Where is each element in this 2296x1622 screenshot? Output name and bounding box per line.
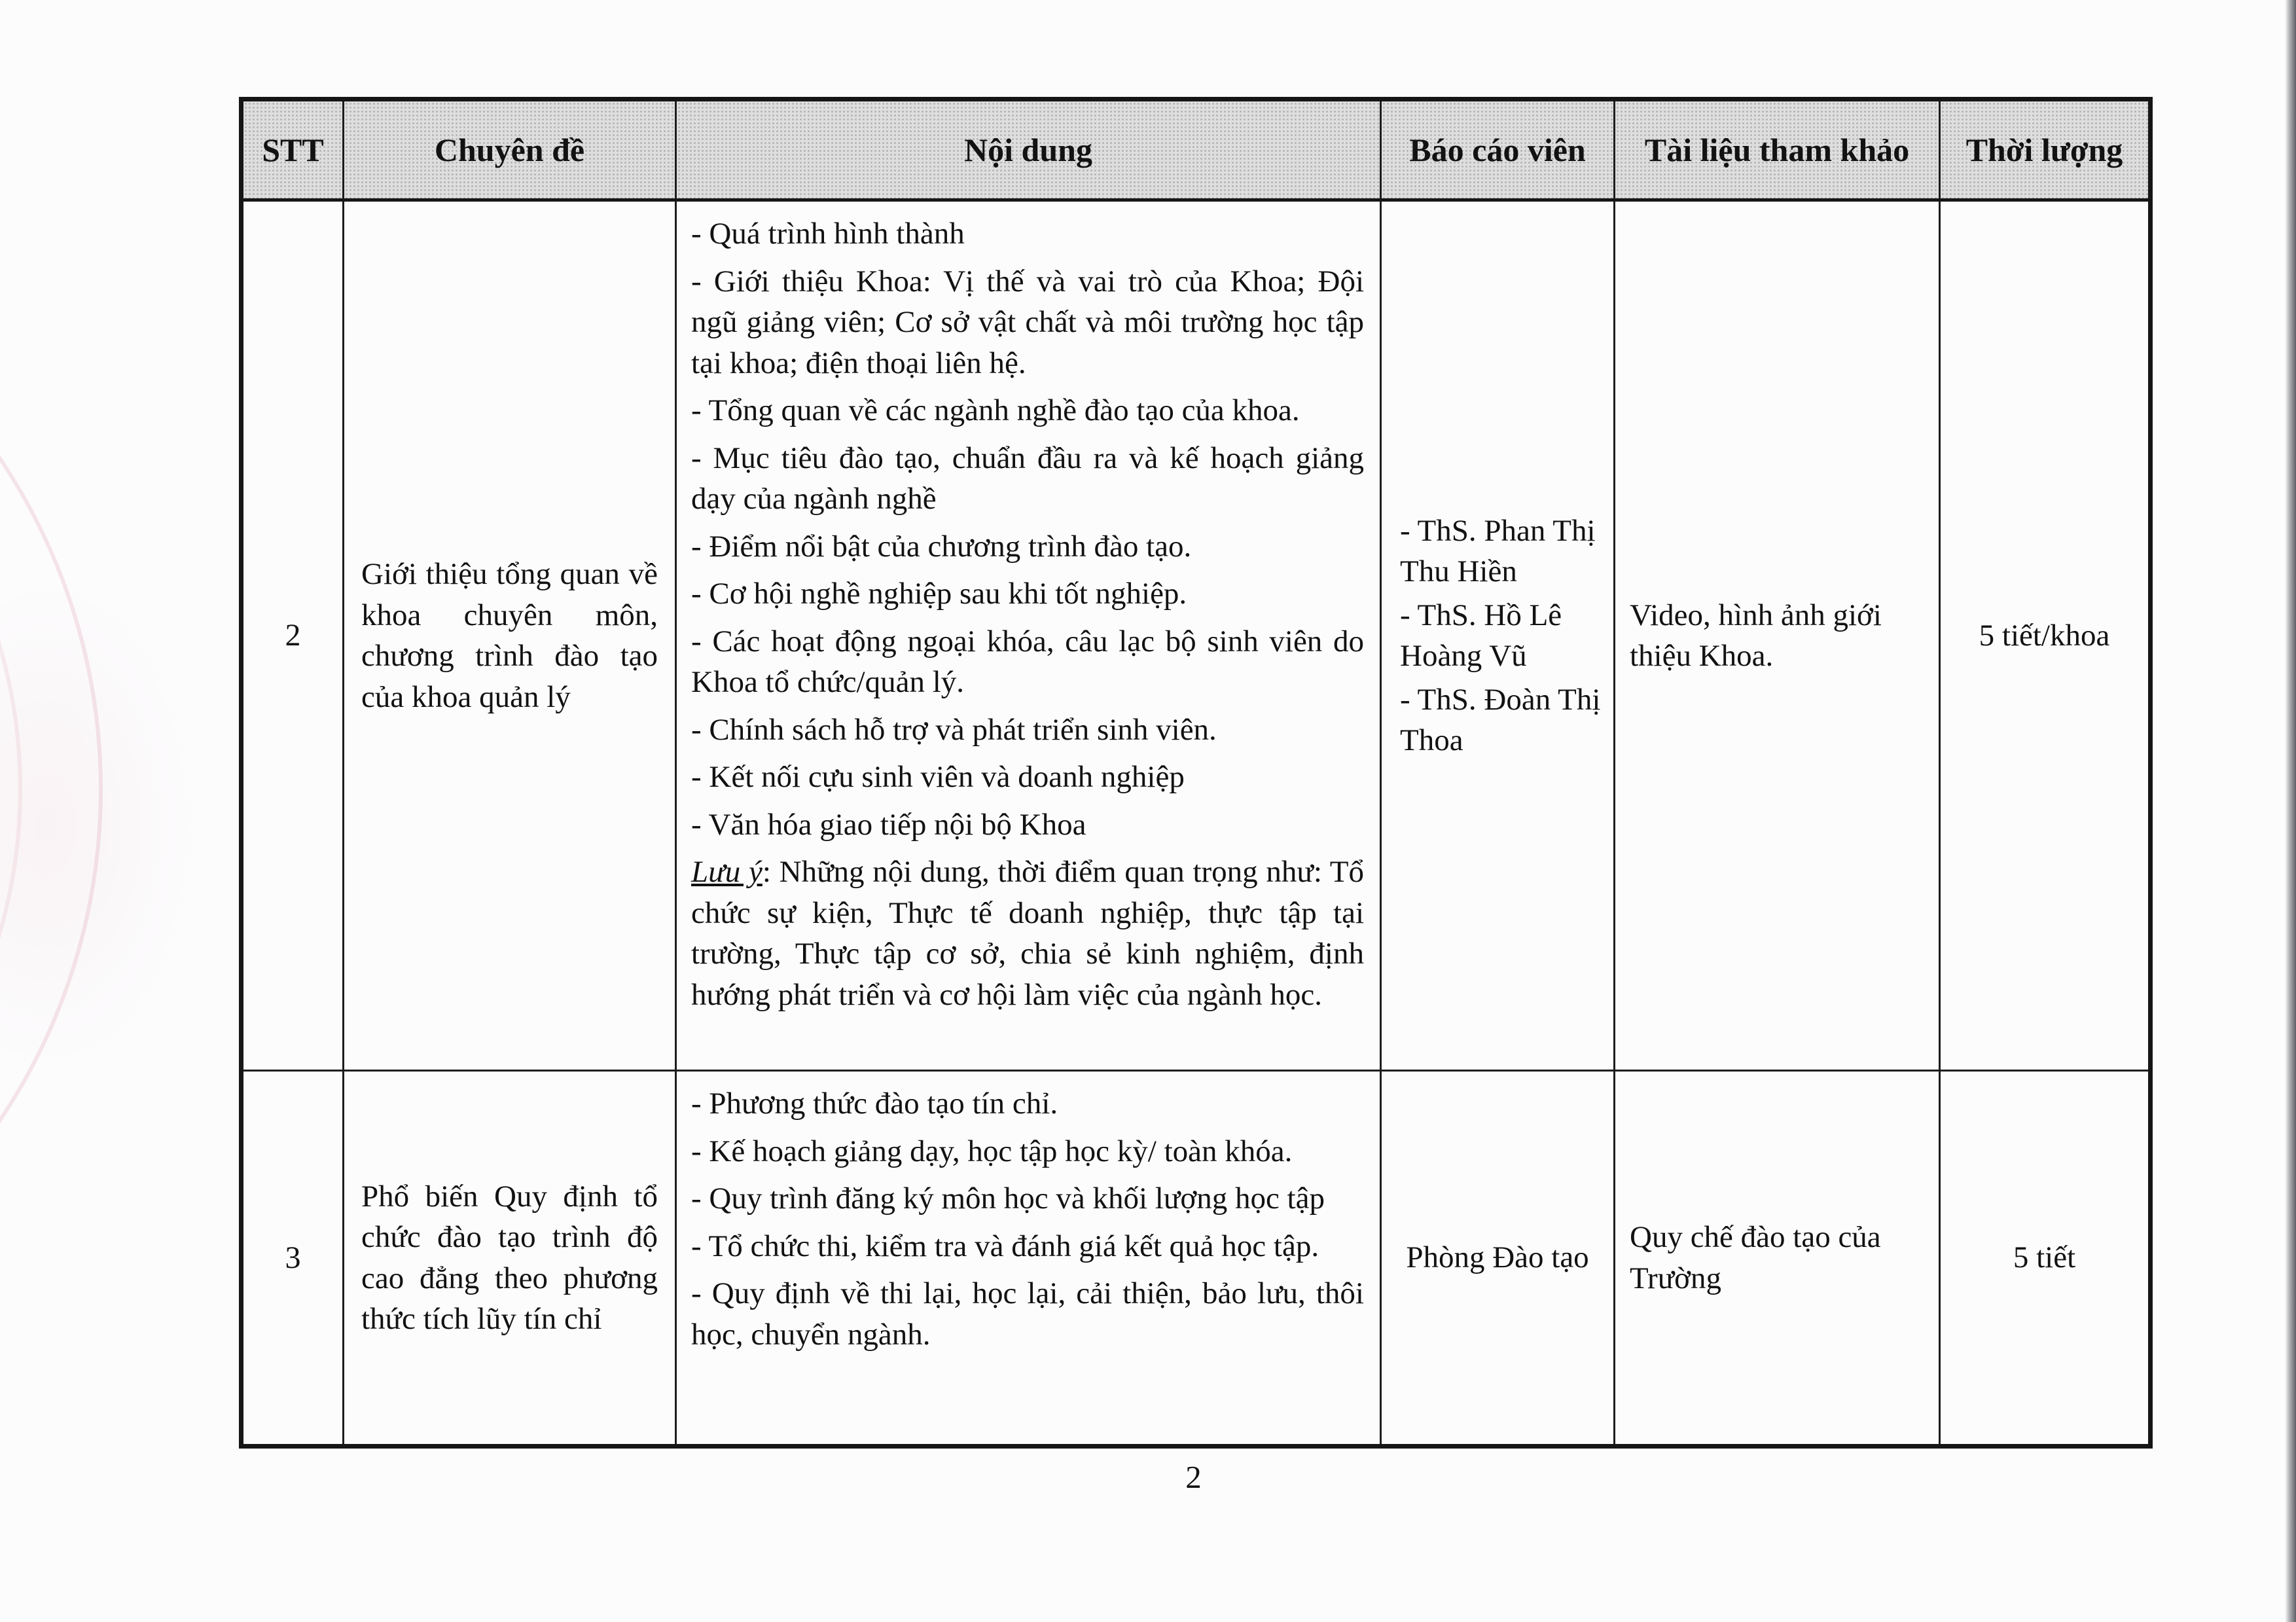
content-list — [691, 1083, 1364, 1355]
list-item: - Điểm nổi bật của chương trình đào tạo. — [691, 529, 1192, 564]
topic-text: Phổ biến Quy định tổ chức đào tạo trình độ cao đẳng theo phương thức tích lũy tín chỉ — [361, 1179, 658, 1336]
table-row — [242, 1071, 2151, 1447]
list-item: - Phương thức đào tạo tín chỉ. — [691, 1087, 1058, 1121]
content-list — [691, 213, 1364, 845]
cell-duration: 5 tiết/khoa — [1940, 200, 2151, 1071]
cell-content — [676, 200, 1381, 1071]
cell-speakers — [1381, 1071, 1615, 1447]
table-row — [242, 200, 2151, 1071]
page-number: 2 — [1185, 1459, 1202, 1495]
cell-content — [676, 1071, 1381, 1447]
header-thoi-luong: Thời lượng — [1940, 99, 2151, 200]
list-item: - Giới thiệu Khoa: Vị thế và vai trò của Khoa; Đội ngũ giảng viên; Cơ sở vật chất và môi trường học tập tại khoa; điện thoại liên hệ. — [691, 264, 1364, 380]
reference-text: Quy chế đào tạo của Trường — [1630, 1220, 1881, 1295]
cell-topic — [344, 200, 676, 1071]
list-item: - Văn hóa giao tiếp nội bộ Khoa — [691, 807, 1086, 842]
cell-speakers — [1381, 200, 1615, 1071]
list-item: Phòng Đào tạo — [1406, 1240, 1589, 1275]
reference-text: Video, hình ảnh giới thiệu Khoa. — [1630, 598, 1882, 673]
list-item: - Kế hoạch giảng dạy, học tập học kỳ/ toàn khóa. — [691, 1134, 1293, 1168]
speaker-list — [1401, 1237, 1594, 1278]
list-item: - Mục tiêu đào tạo, chuẩn đầu ra và kế hoạch giảng dạy của ngành nghề — [691, 441, 1364, 516]
list-item: - Cơ hội nghề nghiệp sau khi tốt nghiệp. — [691, 577, 1187, 611]
cell-stt: 3 — [242, 1071, 344, 1447]
cell-reference — [1615, 1071, 1940, 1447]
list-item: - Quá trình hình thành — [691, 217, 965, 251]
header-stt: STT — [242, 99, 344, 200]
list-item: - Quy định về thi lại, học lại, cải thiện, bảo lưu, thôi học, chuyển ngành. — [691, 1276, 1364, 1352]
note-label: Lưu ý — [691, 855, 762, 889]
list-item: - Tổng quan về các ngành nghề đào tạo của khoa. — [691, 393, 1300, 427]
cell-duration: 5 tiết — [1940, 1071, 2151, 1447]
list-item: - ThS. Phan Thị Thu Hiền — [1400, 513, 1596, 588]
scan-edge-shadow — [2285, 0, 2296, 1622]
header-chuyen-de: Chuyên đề — [344, 99, 676, 200]
topic-text: Giới thiệu tổng quan về khoa chuyên môn, chương trình đào tạo của khoa quản lý — [361, 557, 658, 714]
cell-stt: 2 — [242, 200, 344, 1071]
cell-topic — [344, 1071, 676, 1447]
note-text: : Những nội dung, thời điểm quan trọng như: Tổ chức sự kiện, Thực tế doanh nghiệp, thực tập tại trường, Thực tập cơ sở, chia sẻ kinh nghiệm, định hướng phát triển và cơ hội làm việc của ngành học. — [691, 855, 1364, 1012]
training-plan-table — [239, 97, 2153, 1449]
list-item: - Quy trình đăng ký môn học và khối lượng học tập — [691, 1181, 1325, 1216]
list-item: - Kết nối cựu sinh viên và doanh nghiệp — [691, 760, 1185, 794]
list-item: - Tổ chức thi, kiểm tra và đánh giá kết quả học tập. — [691, 1229, 1319, 1263]
list-item: - Các hoạt động ngoại khóa, câu lạc bộ sinh viên do Khoa tổ chức/quản lý. — [691, 624, 1364, 699]
note-paragraph — [691, 852, 1364, 1015]
list-item: - ThS. Hồ Lê Hoàng Vũ — [1400, 598, 1562, 673]
list-item: - Chính sách hỗ trợ và phát triển sinh viên. — [691, 712, 1217, 747]
stamp-bleed-blob — [0, 576, 196, 1073]
list-item: - ThS. Đoàn Thị Thoa — [1400, 682, 1601, 757]
header-noi-dung: Nội dung — [676, 99, 1381, 200]
speaker-list — [1400, 511, 1603, 761]
header-bao-cao-vien: Báo cáo viên — [1381, 99, 1615, 200]
table-header-row — [242, 99, 2151, 200]
header-tai-lieu: Tài liệu tham khảo — [1615, 99, 1940, 200]
cell-reference — [1615, 200, 1940, 1071]
